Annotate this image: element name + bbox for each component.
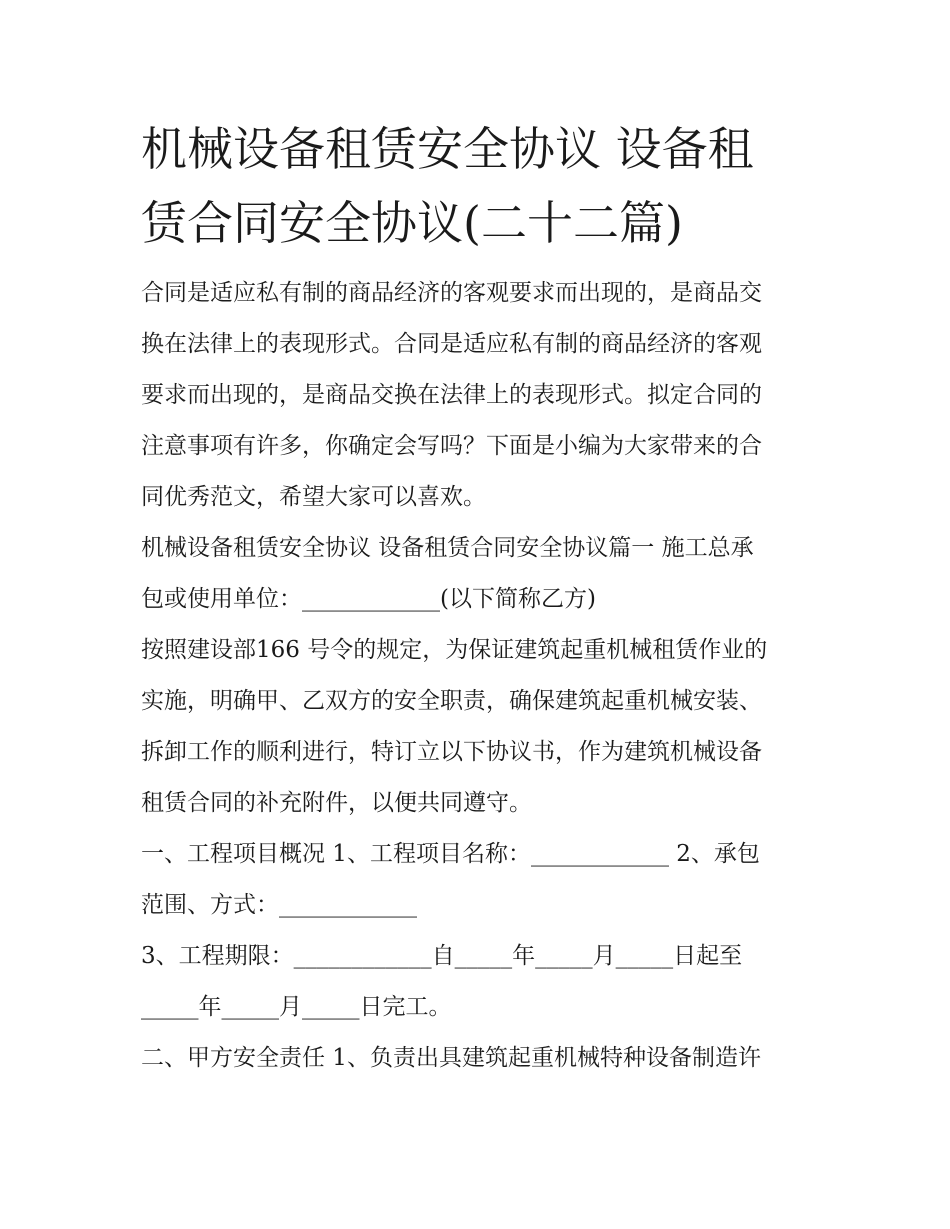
text-line: 实施，明确甲、乙双方的安全职责，确保建筑起重机械安装、 <box>141 688 762 714</box>
text-line: 同优秀范文，希望大家可以喜欢。 <box>141 484 486 510</box>
intro-paragraph <box>141 268 813 523</box>
project-period-paragraph <box>141 931 813 1033</box>
text-line: 拆卸工作的顺利进行，特订立以下协议书，作为建筑机械设备 <box>141 739 762 765</box>
text-line: 按照建设部166 号令的规定，为保证建筑起重机械租赁作业的 <box>141 637 768 663</box>
title-line: 赁合同安全协议(二十二篇) <box>141 196 683 250</box>
text-line: 合同是适应私有制的商品经济的客观要求而出现的，是商品交 <box>141 280 762 306</box>
text-line: 一、工程项目概况 1、工程项目名称：____________ 2、承包 <box>141 841 760 867</box>
project-overview-paragraph <box>141 829 813 931</box>
document-page <box>141 112 813 1084</box>
text-line: 二、甲方安全责任 1、负责出具建筑起重机械特种设备制造许 <box>141 1045 761 1071</box>
text-line: 注意事项有许多，你确定会写吗？下面是小编为大家带来的合 <box>141 433 762 459</box>
text-line: 要求而出现的，是商品交换在法律上的表现形式。拟定合同的 <box>141 382 762 408</box>
document-title <box>141 112 813 260</box>
title-line: 机械设备租赁安全协议 设备租 <box>141 122 754 176</box>
text-line: 包或使用单位：____________(以下简称乙方) <box>141 586 596 612</box>
text-line: 机械设备租赁安全协议 设备租赁合同安全协议篇一 施工总承 <box>141 535 754 561</box>
party-a-responsibility-paragraph <box>141 1033 813 1084</box>
text-line: 3、工程期限：____________自_____年_____月_____日起至 <box>141 943 743 969</box>
regulation-paragraph <box>141 625 813 829</box>
text-line: 换在法律上的表现形式。合同是适应私有制的商品经济的客观 <box>141 331 762 357</box>
text-line: 租赁合同的补充附件，以便共同遵守。 <box>141 790 532 816</box>
text-line: 范围、方式：____________ <box>141 892 417 918</box>
section-heading-paragraph <box>141 523 813 625</box>
text-line: _____年_____月_____日完工。 <box>141 994 452 1020</box>
